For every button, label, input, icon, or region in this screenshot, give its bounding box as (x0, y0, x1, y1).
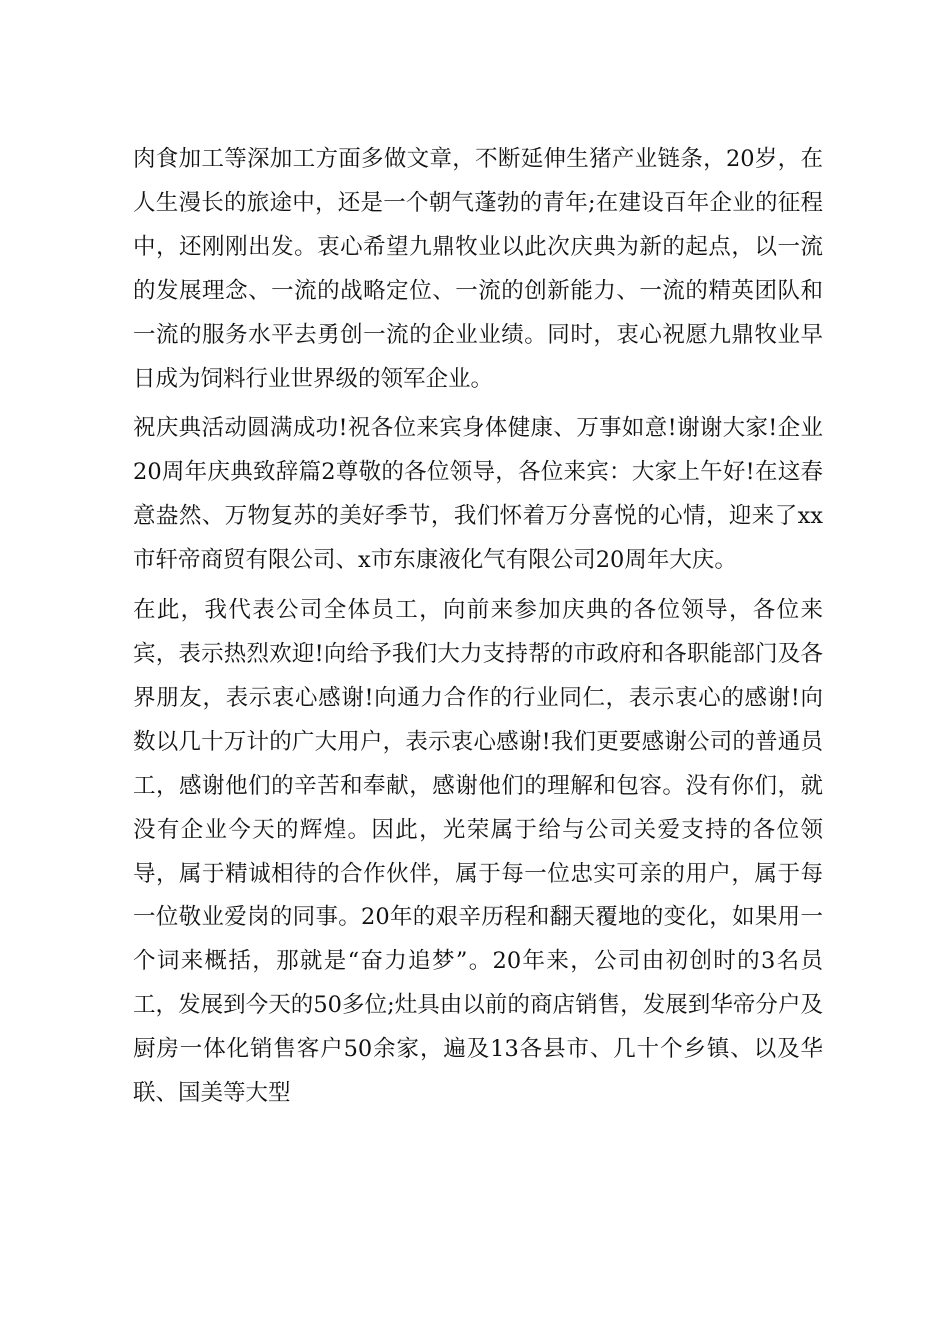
paragraph-1: 肉食加工等深加工方面多做文章，不断延伸生猪产业链条，20岁，在人生漫长的旅途中，还是一个朝气蓬勃的青年;在建设百年企业的征程中，还刚刚出发。衷心希望九鼎牧业以此次庆典为新的起点，以一流的发展理念、一流的战略定位、一流的创新能力、一流的精英团队和一流的服务水平去勇创一流的企业业绩。同时，衷心祝愿九鼎牧业早日成为饲料行业世界级的领军企业。 (133, 146, 823, 392)
paragraph-3: 在此，我代表公司全体员工，向前来参加庆典的各位领导，各位来宾，表示热烈欢迎!向给予我们大力支持帮的市政府和各职能部门及各界朋友，表示衷心感谢!向通力合作的行业同仁，表示衷心的感谢!向数以几十万计的广大用户，表示衷心感谢!我们更要感谢公司的普通员工，感谢他们的辛苦和奉献，感谢他们的理解和包容。没有你们，就没有企业今天的辉煌。因此，光荣属于给与公司关爱支持的各位领导，属于精诚相待的合作伙伴，属于每一位忠实可亲的用户，属于每一位敬业爱岗的同事。20年的艰辛历程和翻天覆地的变化，如果用一个词来概括，那就是“奋力追梦”。20年来，公司由初创时的3名员工，发展到今天的50多位;灶具由以前的商店销售，发展到华帝分户及厨房一体化销售客户50余家，遍及13各县市、几十个乡镇、以及华联、国美等大型 (133, 597, 823, 1107)
document-body (133, 138, 823, 1116)
paragraph-2: 祝庆典活动圆满成功!祝各位来宾身体健康、万事如意!谢谢大家!企业20周年庆典致辞篇2尊敬的各位领导，各位来宾：大家上午好!在这春意盎然、万物复苏的美好季节，我们怀着万分喜悦的心情，迎来了xx市轩帝商贸有限公司、x市东康液化气有限公司20周年大庆。 (133, 415, 823, 574)
